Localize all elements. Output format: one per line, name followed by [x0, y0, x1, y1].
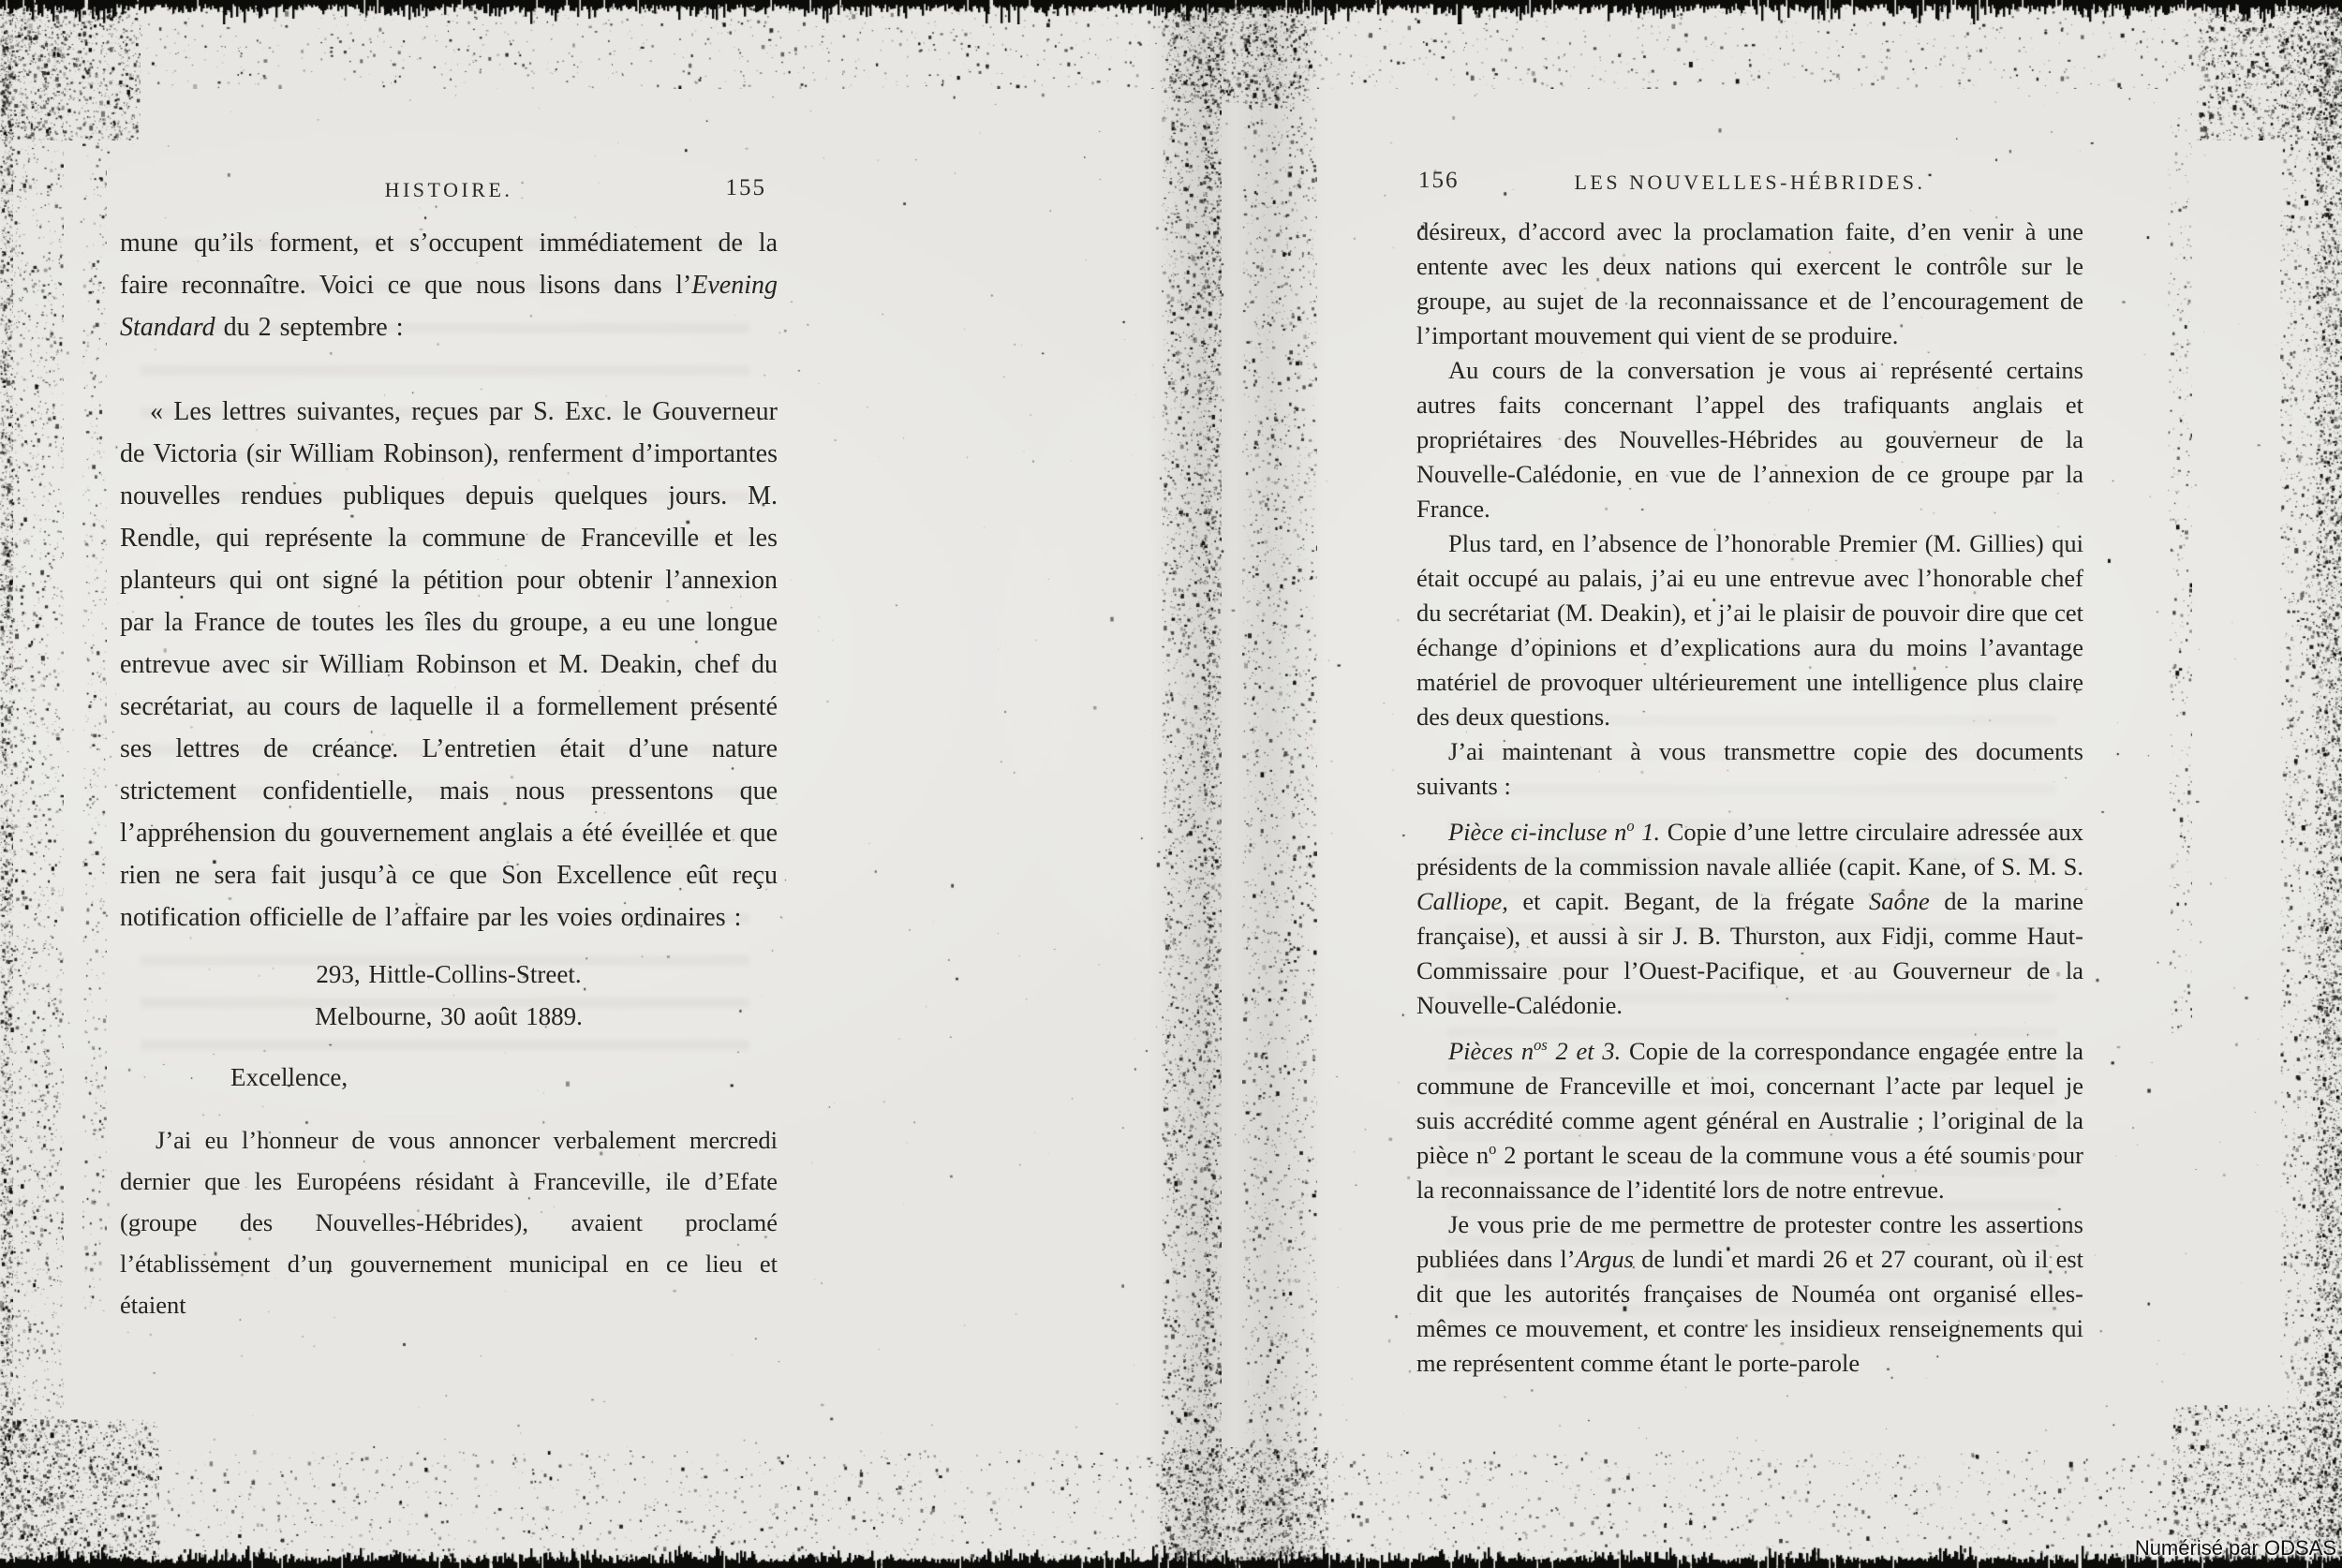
digitization-watermark: Numérisé par ODSAS — [2134, 1536, 2336, 1560]
